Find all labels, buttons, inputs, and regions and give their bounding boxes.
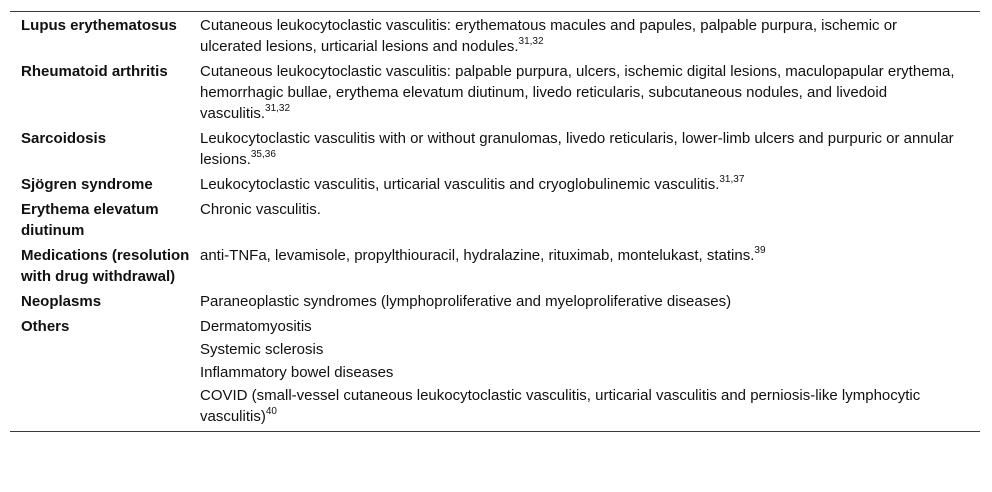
reference-superscript: 31,37 [719,174,745,185]
row-term: Sarcoidosis [21,130,107,147]
reference-superscript: 39 [754,245,766,256]
table-row [10,289,980,314]
description-line [200,385,960,427]
description-line [200,199,960,220]
description-line [200,174,960,195]
table-row [10,172,980,197]
row-term: Erythema elevatum diutinum [21,201,159,239]
description-text: Paraneoplastic syndromes (lymphoproliferative and myeloproliferative diseases) [200,293,732,310]
description-line [200,339,960,360]
table-row [10,314,980,431]
description-text: COVID (small-vessel cutaneous leukocytoclastic vasculitis, urticarial vasculitis and perniosis-like lymphocytic vasculitis) [200,387,921,425]
row-description [200,12,980,59]
description-text: Systemic sclerosis [200,341,324,358]
vasculitis-associations-table-container [10,11,980,432]
description-line [200,362,960,383]
description-text: anti-TNFa, levamisole, propylthiouracil, hydralazine, rituximab, montelukast, statins. [200,247,755,264]
row-description [200,289,980,314]
description-line [200,291,960,312]
description-text: Leukocytoclastic vasculitis, urticarial vasculitis and cryoglobulinemic vasculitis. [200,176,720,193]
reference-superscript: 35,36 [250,149,276,160]
table-body [10,12,980,431]
reference-superscript: 40 [265,406,277,417]
description-line [200,15,960,57]
table-row [10,59,980,126]
description-text: Inflammatory bowel diseases [200,364,394,381]
row-term: Sjögren syndrome [21,176,153,193]
description-line [200,316,960,337]
row-description [200,126,980,172]
table-row [10,126,980,172]
description-text: Cutaneous leukocytoclastic vasculitis: erythematous macules and papules, palpable purpura, ischemic or ulcerated lesions, urticarial lesions and nodules. [200,17,898,55]
reference-superscript: 31,32 [518,36,544,47]
row-description [200,172,980,197]
description-text: Leukocytoclastic vasculitis with or without granulomas, livedo reticularis, lower-limb ulcers and purpuric or annular lesions. [200,130,954,168]
table-row [10,12,980,59]
description-line [200,61,960,124]
row-term: Medications (resolution with drug withdrawal) [21,247,190,285]
row-term: Others [21,318,70,335]
row-description [200,314,980,431]
row-description [200,197,980,243]
description-text: Dermatomyositis [200,318,312,335]
row-term: Lupus erythematosus [21,17,177,34]
row-term: Rheumatoid arthritis [21,63,168,80]
row-description [200,59,980,126]
table-row [10,243,980,289]
row-description [200,243,980,289]
description-text: Cutaneous leukocytoclastic vasculitis: palpable purpura, ulcers, ischemic digital lesions, maculopapular erythema, hemorrhagic bullae, erythema elevatum diutinum, livedo reticularis, subcutaneous nodules, and livedoid vasculitis. [200,63,955,122]
description-line [200,245,960,266]
row-term: Neoplasms [21,293,102,310]
description-line [200,128,960,170]
table-row [10,197,980,243]
description-text: Chronic vasculitis. [200,201,321,218]
vasculitis-associations-table [10,12,980,431]
reference-superscript: 31,32 [265,103,291,114]
